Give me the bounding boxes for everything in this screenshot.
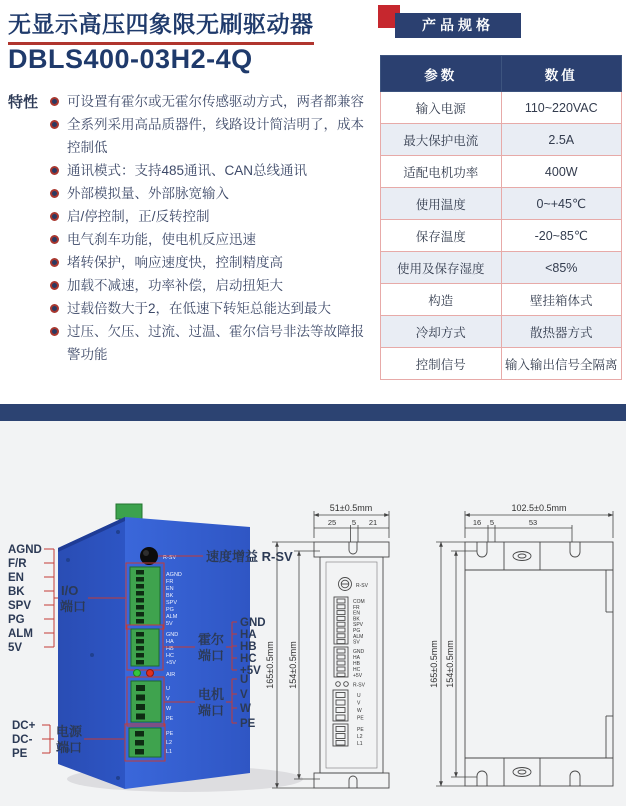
feature-item: 通讯模式：支持485通讯、CAN总线通讯 xyxy=(50,159,368,182)
table-row: 冷却方式 散热器方式 xyxy=(381,316,622,348)
svg-text:端口: 端口 xyxy=(198,648,225,663)
hall-connector xyxy=(131,629,159,666)
features-label: 特性 xyxy=(8,94,39,111)
svg-text:R-SV: R-SV xyxy=(353,682,365,689)
svg-text:EN: EN xyxy=(8,572,24,584)
front-height-inner: 154±0.5mm xyxy=(288,641,298,689)
front-view-drawing xyxy=(265,503,389,788)
front-hall-labels xyxy=(353,649,365,679)
svg-text:U: U xyxy=(240,674,249,686)
svg-text:电源: 电源 xyxy=(56,724,83,739)
front-io-labels xyxy=(353,599,365,646)
svg-text:PG: PG xyxy=(8,614,25,626)
panel-led-label: AIR xyxy=(166,672,176,678)
top-connector xyxy=(116,504,142,519)
side-width-dim: 102.5±0.5mm xyxy=(511,503,567,513)
svg-text:端口: 端口 xyxy=(198,703,225,718)
spec-table xyxy=(380,55,622,380)
bullet-icon xyxy=(50,281,59,290)
svg-text:AGND: AGND xyxy=(166,572,182,578)
model-number: DBLS400-03H2-4Q xyxy=(8,44,253,74)
features-section xyxy=(8,90,376,366)
bullet-icon xyxy=(50,97,59,106)
drawings-canvas xyxy=(0,421,626,806)
svg-text:PG: PG xyxy=(166,607,174,613)
svg-text:HA: HA xyxy=(166,639,174,645)
svg-text:SPV: SPV xyxy=(166,600,178,606)
svg-text:DC-: DC- xyxy=(12,734,33,746)
svg-text:21: 21 xyxy=(368,518,378,527)
svg-text:PE: PE xyxy=(166,716,174,722)
feature-item: 过压、欠压、过流、过温、霍尔信号非法等故障报警功能 xyxy=(50,320,368,366)
svg-text:I/O: I/O xyxy=(61,583,79,598)
col-header-param: 参数 xyxy=(381,56,502,92)
side-height-outer: 165±0.5mm xyxy=(429,640,439,688)
svg-text:GND: GND xyxy=(166,632,179,638)
svg-text:ALM: ALM xyxy=(353,633,364,640)
svg-text:F/R: F/R xyxy=(8,558,27,570)
feature-item: 电气刹车功能，使电机反应迅速 xyxy=(50,228,368,251)
svg-text:+5V: +5V xyxy=(240,665,261,677)
svg-text:EN: EN xyxy=(353,610,360,617)
svg-text:GND: GND xyxy=(240,617,266,629)
panel-rsv-label: R-SV xyxy=(163,555,177,561)
svg-text:V: V xyxy=(166,696,170,702)
feature-item: 全系列采用高品质器件，线路设计简洁明了，成本控制低 xyxy=(50,113,368,159)
svg-text:端口: 端口 xyxy=(56,740,83,755)
svg-text:R-SV: R-SV xyxy=(356,583,368,589)
feature-item: 过载倍数大于2，在低速下转矩总能达到最大 xyxy=(50,297,368,320)
svg-text:L1: L1 xyxy=(166,749,173,755)
svg-text:5V: 5V xyxy=(8,642,23,654)
table-row: 使用及保存湿度 <85% xyxy=(381,252,622,284)
power-led xyxy=(134,670,141,677)
svg-text:ALM: ALM xyxy=(8,628,33,640)
bullet-icon xyxy=(50,120,59,129)
svg-text:BK: BK xyxy=(353,616,360,623)
svg-text:FR: FR xyxy=(353,604,360,611)
bullet-icon xyxy=(50,235,59,244)
section-banner: 产品规格 xyxy=(395,13,521,38)
feature-item: 可设置有霍尔或无霍尔传感驱动方式，两者都兼容 xyxy=(50,90,368,113)
alarm-led xyxy=(147,670,154,677)
table-row: 输入电源 110~220VAC xyxy=(381,92,622,124)
svg-text:V: V xyxy=(240,689,248,701)
speed-knob-highlight xyxy=(143,550,149,556)
front-width-dim: 51±0.5mm xyxy=(329,503,373,513)
svg-text:5: 5 xyxy=(489,518,495,527)
feature-item: 堵转保护，响应速度快，控制精度高 xyxy=(50,251,368,274)
svg-text:端口: 端口 xyxy=(60,599,87,614)
io-connector xyxy=(130,567,160,625)
col-header-value: 数值 xyxy=(501,56,622,92)
svg-text:HA: HA xyxy=(240,629,257,641)
front-power-labels xyxy=(357,727,364,747)
svg-text:PE: PE xyxy=(12,748,28,760)
table-row: 使用温度 0~+45℃ xyxy=(381,188,622,220)
svg-text:L1: L1 xyxy=(357,741,363,747)
front-power-pins xyxy=(336,727,345,746)
side-height-inner: 154±0.5mm xyxy=(445,640,455,688)
svg-text:W: W xyxy=(166,706,172,712)
bullet-icon xyxy=(50,304,59,313)
svg-text:SPV: SPV xyxy=(8,600,32,612)
feature-item: 加载不减速，功率补偿，启动扭矩大 xyxy=(50,274,368,297)
spec-table-header-row xyxy=(381,56,622,92)
svg-text:速度增益 R-SV: 速度增益 R-SV xyxy=(206,549,293,564)
front-motor-labels xyxy=(357,693,364,722)
svg-text:53: 53 xyxy=(528,518,538,527)
svg-text:HA: HA xyxy=(353,655,360,661)
mounting-screw-bottom xyxy=(513,768,531,777)
svg-text:ALM: ALM xyxy=(166,614,178,620)
front-hall-pins xyxy=(337,649,345,677)
power-connector xyxy=(129,728,161,757)
svg-text:HB: HB xyxy=(240,641,257,653)
svg-text:PE: PE xyxy=(240,718,256,730)
svg-text:+5V: +5V xyxy=(166,660,176,666)
svg-text:DC+: DC+ xyxy=(12,720,36,732)
svg-text:16: 16 xyxy=(472,518,482,527)
bullet-icon xyxy=(50,258,59,267)
table-row: 最大保护电流 2.5A xyxy=(381,124,622,156)
svg-text:U: U xyxy=(166,686,170,692)
svg-text:AGND: AGND xyxy=(8,544,42,556)
bullet-icon xyxy=(50,166,59,175)
bullet-icon xyxy=(50,189,59,198)
svg-text:FR: FR xyxy=(166,579,174,585)
svg-text:HB: HB xyxy=(166,646,174,652)
svg-text:GND: GND xyxy=(353,649,365,655)
features-list xyxy=(50,90,368,366)
table-row: 保存温度 -20~85℃ xyxy=(381,220,622,252)
table-row: 构造 壁挂箱体式 xyxy=(381,284,622,316)
svg-text:SPV: SPV xyxy=(353,622,364,629)
front-height-outer: 165±0.5mm xyxy=(265,641,275,689)
svg-text:PE: PE xyxy=(166,731,174,737)
svg-text:EN: EN xyxy=(166,586,174,592)
table-row: 控制信号 输入输出信号全隔离 xyxy=(381,348,622,380)
front-motor-pins xyxy=(336,693,345,721)
power-connector-slots xyxy=(135,731,144,755)
svg-text:W: W xyxy=(240,703,251,715)
svg-text:SV: SV xyxy=(353,639,360,646)
bullet-icon xyxy=(50,327,59,336)
speed-knob xyxy=(140,547,158,565)
front-io-pins xyxy=(337,599,345,644)
side-view-drawing xyxy=(429,503,613,786)
svg-text:BK: BK xyxy=(166,593,174,599)
svg-text:PE: PE xyxy=(357,715,364,722)
svg-text:W: W xyxy=(357,708,362,714)
feature-item: 启/停控制，正/反转控制 xyxy=(50,205,368,228)
svg-text:25: 25 xyxy=(327,518,337,527)
svg-text:HB: HB xyxy=(353,661,360,667)
svg-text:HC: HC xyxy=(240,653,257,665)
svg-text:BK: BK xyxy=(8,586,25,598)
svg-text:HC: HC xyxy=(166,653,174,659)
mounting-screw-top xyxy=(513,552,531,561)
drawings-section xyxy=(0,421,626,806)
bullet-icon xyxy=(50,212,59,221)
svg-text:L2: L2 xyxy=(166,740,173,746)
svg-text:霍尔: 霍尔 xyxy=(198,632,225,647)
svg-text:5: 5 xyxy=(351,518,357,527)
svg-text:HC: HC xyxy=(353,667,361,673)
table-row: 适配电机功率 400W xyxy=(381,156,622,188)
svg-text:COM: COM xyxy=(353,599,365,605)
page-title: 无显示高压四象限无刷驱动器 xyxy=(8,6,314,45)
svg-text:PE: PE xyxy=(357,727,364,733)
svg-text:U: U xyxy=(357,693,361,699)
motor-connector xyxy=(131,681,161,722)
svg-text:L2: L2 xyxy=(357,734,363,740)
svg-text:5V: 5V xyxy=(166,621,173,627)
feature-item: 外部模拟量、外部脉宽输入 xyxy=(50,182,368,205)
svg-text:V: V xyxy=(357,700,361,707)
divider-band xyxy=(0,404,626,421)
svg-text:+5V: +5V xyxy=(353,673,363,679)
svg-text:电机: 电机 xyxy=(198,687,225,702)
svg-text:PG: PG xyxy=(353,628,361,634)
